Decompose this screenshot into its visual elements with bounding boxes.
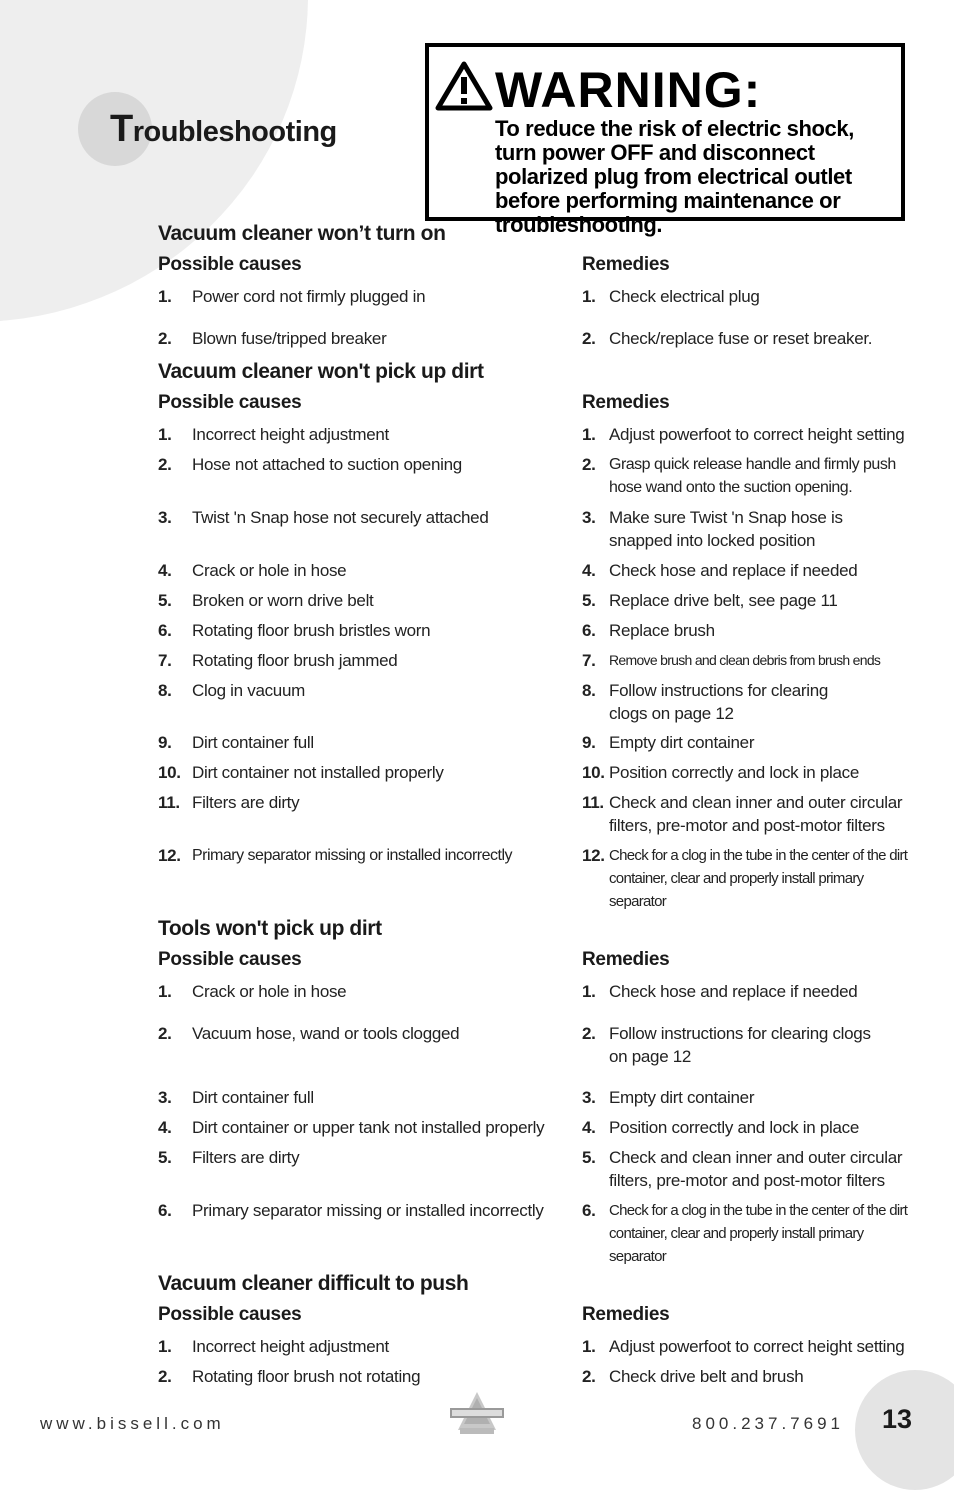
remedies-header: Remedies <box>582 392 670 413</box>
remedies-header: Remedies <box>582 949 670 970</box>
page-number: 13 <box>882 1404 913 1434</box>
warning-text: To reduce the risk of electric shock, turn power OFF and disconnect polarized plug from electrical outlet before performing maintenance or troubleshooting. <box>495 116 854 237</box>
warning-box <box>425 43 905 237</box>
causes-header: Possible causes <box>158 254 302 275</box>
section-title: Vacuum cleaner difficult to push <box>158 1272 469 1295</box>
bissell-logo-icon <box>444 1390 510 1436</box>
causes-header: Possible causes <box>158 392 302 413</box>
footer-phone: 800.237.7691 <box>692 1414 844 1433</box>
causes-header: Possible causes <box>158 1304 302 1325</box>
causes-header: Possible causes <box>158 949 302 970</box>
remedies-header: Remedies <box>582 1304 670 1325</box>
section-title: Vacuum cleaner won't pick up dirt <box>158 360 484 383</box>
remedies-header: Remedies <box>582 254 670 275</box>
title-initial: T <box>110 108 133 150</box>
section-title: Vacuum cleaner won’t turn on <box>158 222 446 245</box>
warning-title: WARNING: <box>495 62 762 118</box>
title-rest: roubleshooting <box>132 116 337 148</box>
footer-website: www.bissell.com <box>40 1414 225 1433</box>
section-title: Tools won't pick up dirt <box>158 917 382 940</box>
warning-triangle-icon <box>435 61 493 111</box>
